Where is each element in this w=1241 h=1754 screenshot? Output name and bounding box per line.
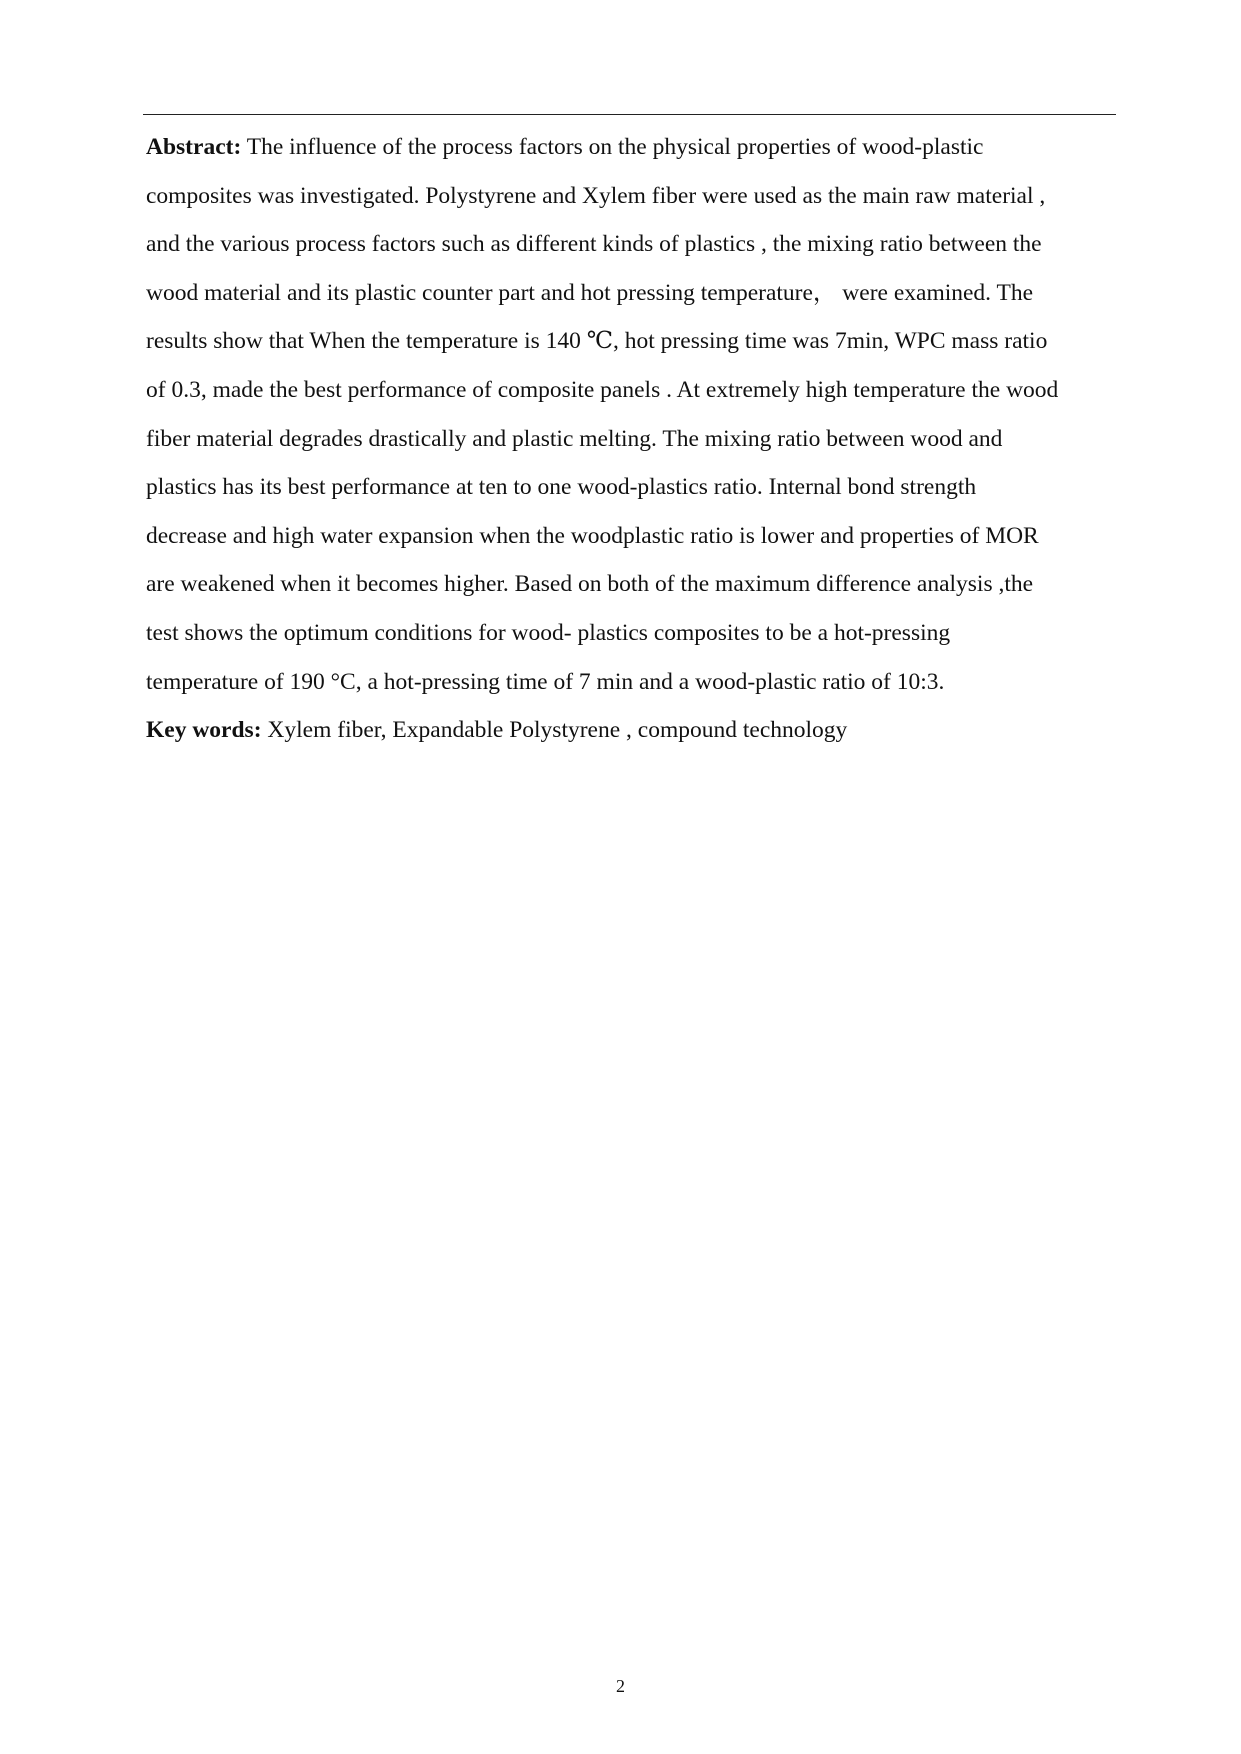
abstract-line: fiber material degrades drastically and plastic melting. The mixing ratio between wood and bbox=[146, 425, 1003, 452]
header-rule bbox=[143, 114, 1116, 115]
abstract-line: are weakened when it becomes higher. Based on both of the maximum difference analysis ,the bbox=[146, 571, 1034, 598]
page-number: 2 bbox=[616, 1676, 625, 1696]
abstract-line: composites was investigated. Polystyrene and Xylem fiber were used as the main raw material , bbox=[146, 182, 1046, 209]
abstract-line: temperature of 190 °C, a hot-pressing time of 7 min and a wood-plastic ratio of 10:3. bbox=[146, 668, 945, 695]
abstract-text: The influence of the process factors on the physical properties of wood-plastic bbox=[241, 134, 984, 160]
abstract-line bbox=[146, 123, 1116, 172]
abstract-label: Abstract: bbox=[146, 134, 242, 160]
keywords-line bbox=[146, 706, 1116, 755]
abstract-line: of 0.3, made the best performance of composite panels . At extremely high temperature the wood bbox=[146, 376, 1059, 403]
abstract-line: plastics has its best performance at ten to one wood-plastics ratio. Internal bond strength bbox=[146, 474, 977, 501]
abstract-line: and the various process factors such as different kinds of plastics , the mixing ratio between the bbox=[146, 231, 1042, 258]
abstract-line: wood material and its plastic counter part and hot pressing temperature， were examined. The bbox=[146, 279, 1034, 306]
keywords-label: Key words: bbox=[146, 717, 262, 744]
abstract-line: results show that When the temperature is 140 ℃, hot pressing time was 7min, WPC mass ratio bbox=[146, 328, 1048, 355]
abstract-line: decrease and high water expansion when the woodplastic ratio is lower and properties of MOR bbox=[146, 522, 1039, 549]
abstract-line: test shows the optimum conditions for wood- plastics composites to be a hot-pressing bbox=[146, 619, 951, 646]
keywords-text: Xylem fiber, Expandable Polystyrene , compound technology bbox=[261, 717, 848, 744]
abstract-section bbox=[146, 123, 1116, 755]
